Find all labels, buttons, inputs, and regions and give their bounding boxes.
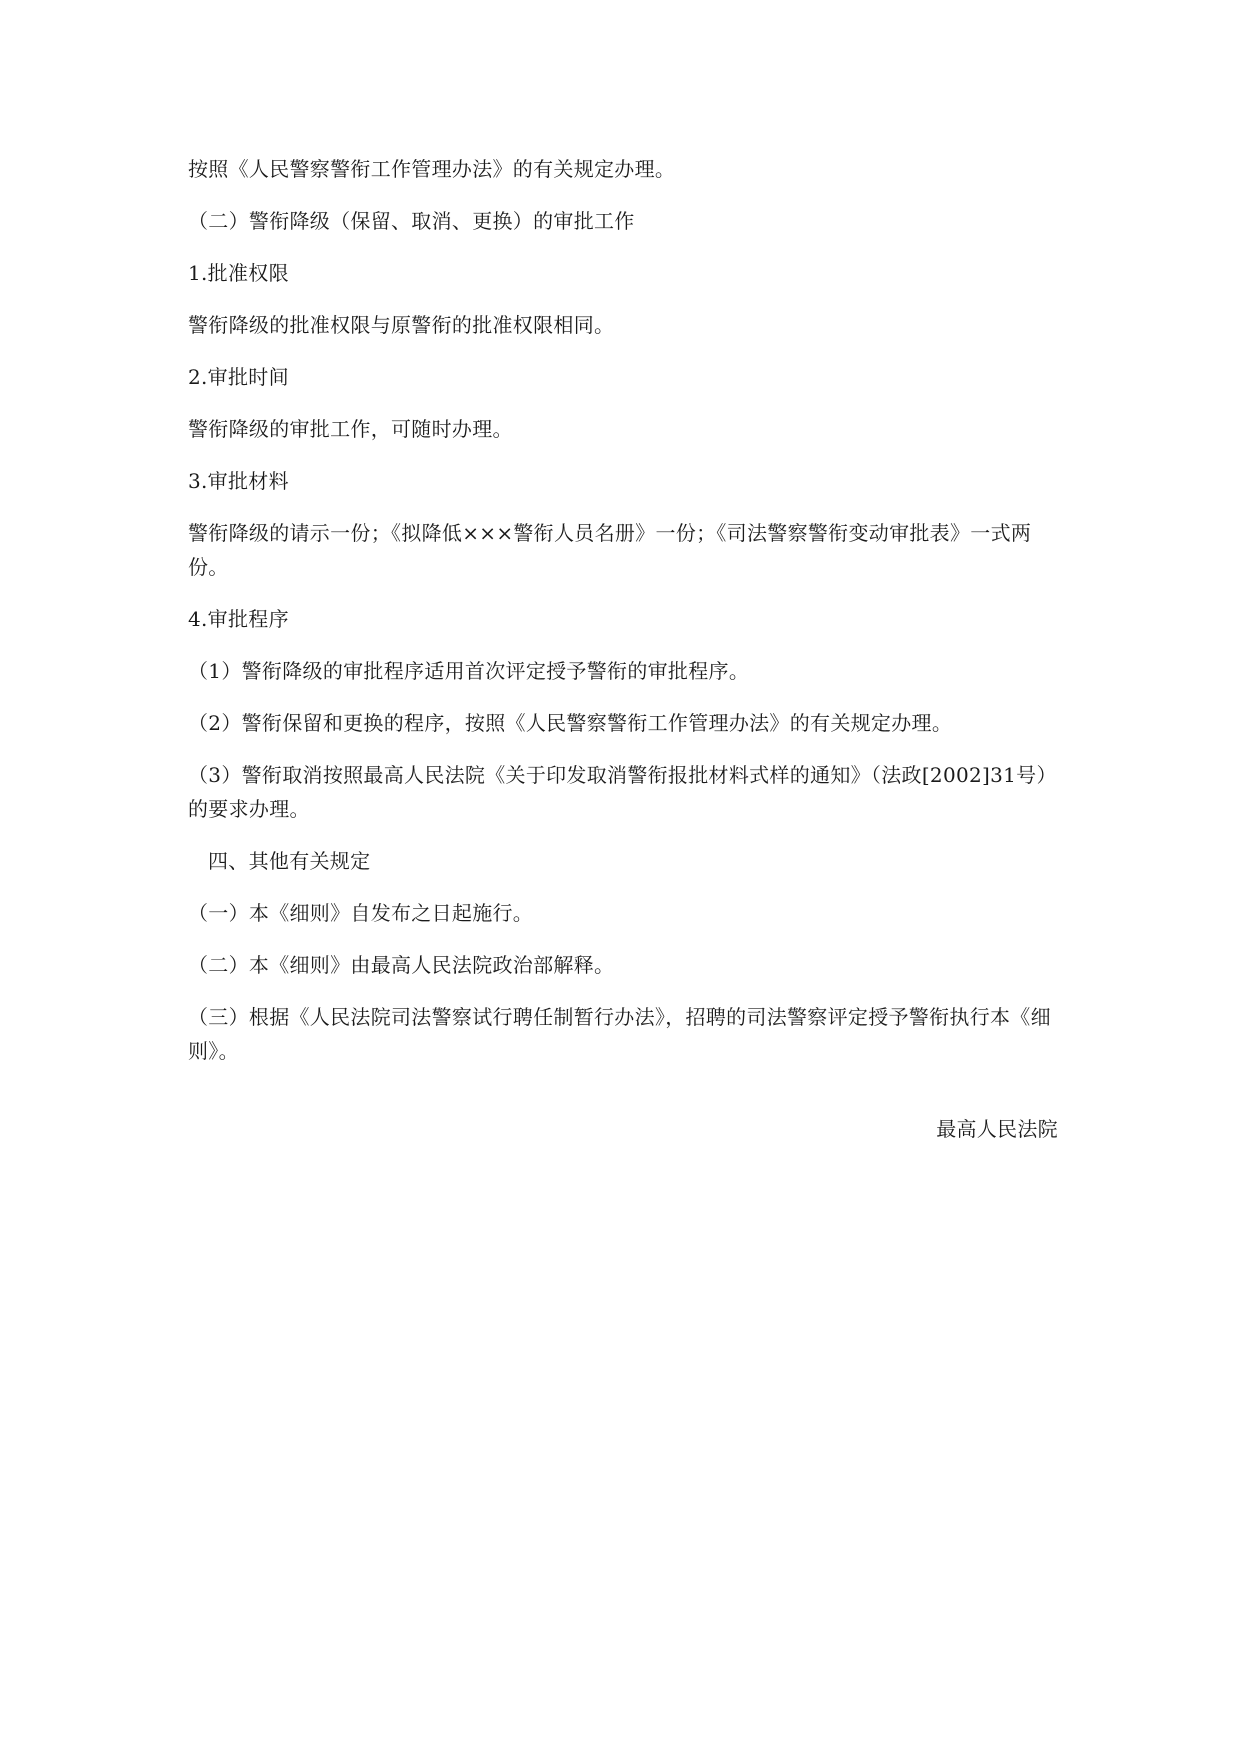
subheading-approval-authority: 1.批准权限 [188, 261, 289, 285]
document-body [188, 152, 1058, 1086]
paragraph-approval-materials: 警衔降级的请示一份；《拟降低×××警衔人员名册》一份；《司法警察警衔变动审批表》一式两份。 [188, 521, 1032, 579]
signature-issuer: 最高人民法院 [936, 1117, 1058, 1141]
subheading-approval-materials: 3.审批材料 [188, 469, 289, 493]
provision-item-2: （二）本《细则》由最高人民法院政治部解释。 [188, 953, 615, 977]
section-heading-4: 四、其他有关规定 [208, 849, 371, 873]
provision-item-3: （三）根据《人民法院司法警察试行聘任制暂行办法》，招聘的司法警察评定授予警衔执行本《细则》。 [188, 1005, 1051, 1063]
paragraph-approval-authority: 警衔降级的批准权限与原警衔的批准权限相同。 [188, 313, 615, 337]
procedure-item-2: （2）警衔保留和更换的程序，按照《人民警察警衔工作管理办法》的有关规定办理。 [188, 711, 953, 735]
paragraph-1: 按照《人民警察警衔工作管理办法》的有关规定办理。 [188, 157, 676, 181]
subheading-approval-procedure: 4.审批程序 [188, 607, 289, 631]
paragraph-approval-time: 警衔降级的审批工作，可随时办理。 [188, 417, 513, 441]
procedure-item-1: （1）警衔降级的审批程序适用首次评定授予警衔的审批程序。 [188, 659, 750, 683]
subheading-approval-time: 2.审批时间 [188, 365, 289, 389]
section-heading-2: （二）警衔降级（保留、取消、更换）的审批工作 [188, 209, 635, 233]
provision-item-1: （一）本《细则》自发布之日起施行。 [188, 901, 534, 925]
procedure-item-3: （3）警衔取消按照最高人民法院《关于印发取消警衔报批材料式样的通知》（法政[2002]31号）的要求办理。 [188, 763, 1057, 821]
